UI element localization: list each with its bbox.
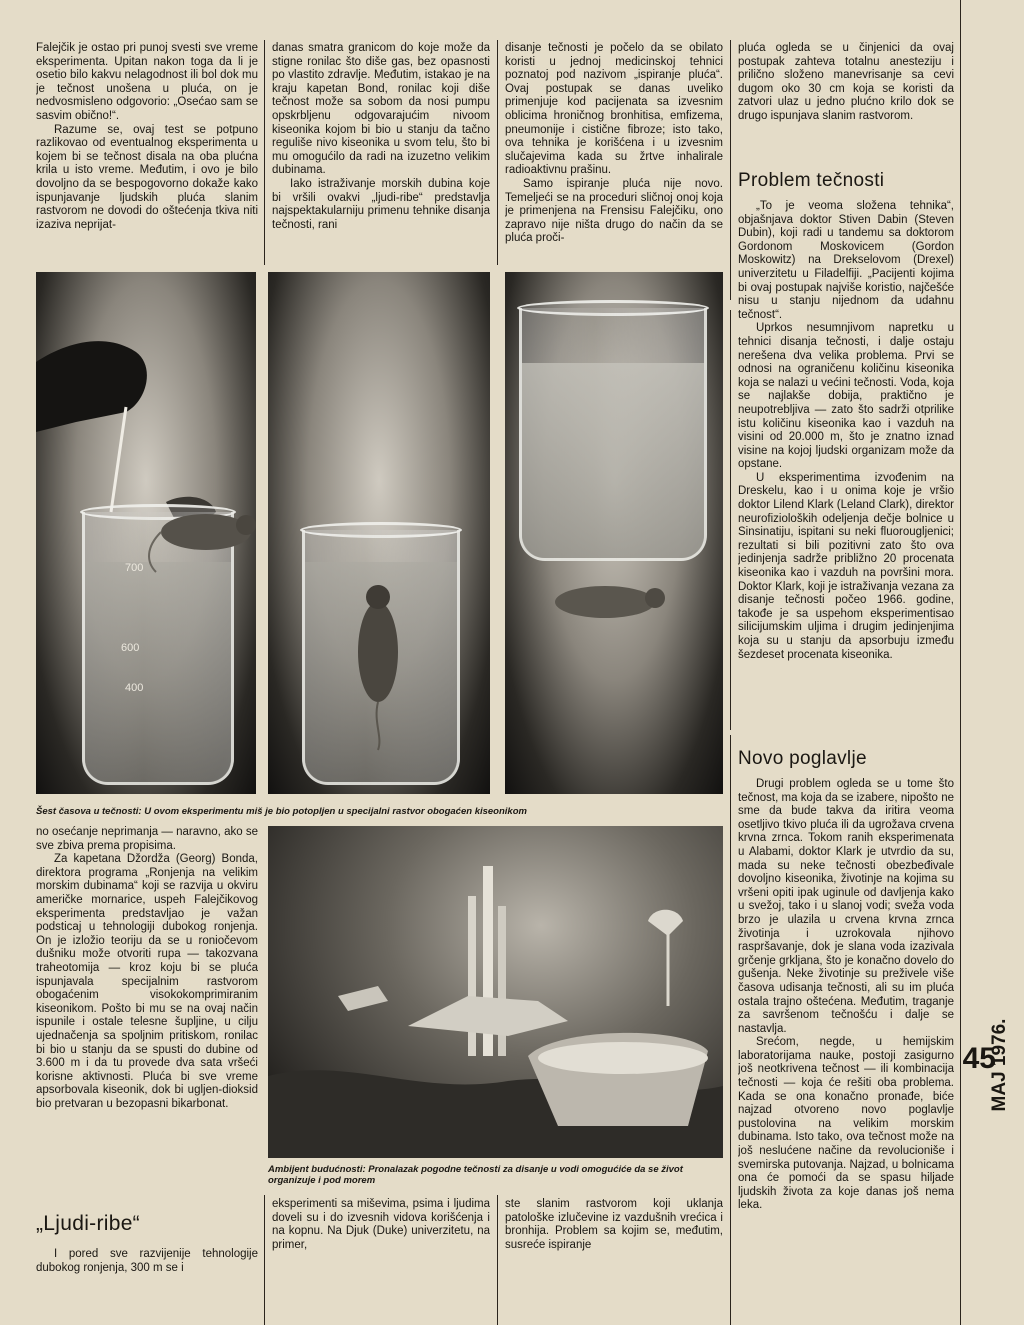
column-2-top — [272, 42, 490, 262]
mouse-illustration — [535, 572, 675, 632]
page-number: 45 — [962, 1042, 996, 1075]
photo-beaker-mouse — [505, 272, 723, 794]
paragraph: disanje tečnosti je počelo da se obilato koristi u jednoj medicinskoj tehnici poznatoj pod nazivom „ispiranje pluća“. Ovaj postupak se danas uveliko primenjuje kod pacijenata sa izvesnim oblicima hroničnog bronhitisa, emfizema, pneumonije i cistične fibroze; isto tako, ova tehnika je korišćena i u izvesnim slučajevima kada su žrtve inhalirale radioaktivnu prašinu. — [505, 42, 723, 177]
column-divider — [497, 1195, 498, 1325]
heading-ljudi-ribe: „Ljudi-ribe“ — [36, 1212, 140, 1235]
caption-mice: Šest časova u tečnosti: U ovom eksperimentu miš je bio potopljen u specijalni rastvor obogaćen kiseonikom — [36, 806, 527, 817]
photo-underwater-city — [268, 826, 723, 1158]
caption-future: Ambijent budućnosti: Pronalazak pogodne tečnosti za disanje u vodi omogućiće da se život organizuje i pod morem — [268, 1164, 683, 1186]
paragraph: „To je veoma složena tehnika“, objašnjava doktor Stiven Dabin (Steven Dubin), koji radi u tandemu sa doktorom Gordonom Moskovicem (Gordon Moskowitz) na Drekselovom (Drexel) univerzitetu u Filadelfiji. „Pacijenti kojima bi ovaj postupak najviše koristio, najčešće nisu u stanju nijednom da udahnu tečnost“. — [738, 200, 954, 321]
paragraph: Uprkos nesumnjivom napretku u tehnici disanja tečnosti, i dalje ostaju nerešena dva velika problema. Prvi se odnosi na ograničenu količinu kiseonika koja se nalazi u većini tečnosti. Voda, koja se najlakše dobija, praktično je neupotrebljiva — zato što sadrži otprilike istu količinu kiseonika kao i vazduh na visini od 20.000 m, što je znatno iznad visine na kojoj ljudski organizam može da opstane. — [738, 322, 954, 471]
paragraph: Drugi problem ogleda se u tome što tečnost, ma koja da se izabere, nipošto ne sme da bude takva da iritira veoma osetljivo tkivo pluća ili da ugrožava crvena krvna zrnca. Tokom ranih eksperimenata u Alabami, doktor Klark je utvrdio da su, mada su neke tečnosti obezbeđivale dovoljno kiseonika, životinje na kojima su vršeni opiti ipak uginule od davljenja kako u svežoj, tako i u slanoj vodi; sveža voda brzo je ulazila u crvena krvna zrnca životinja i uzrokovala njihovo raspršavanje, dok je slana voda izazivala grčenje grkljana, što je konačno dovelo do gušenja. Neke životinje su preživele više časova udisanja tečnosti, ali su im pluća ostala trajno oštećena. Međutim, traganje za savršenom tečnošću i dalje se nastavlja. — [738, 778, 954, 1035]
mouse-illustration — [338, 572, 418, 752]
paragraph: I pored sve razvijenije tehnologije dubokog ronjenja, 300 m se i — [36, 1248, 258, 1274]
heading-novo-poglavlje: Novo poglavlje — [738, 748, 867, 769]
column-divider — [730, 40, 731, 300]
city-illustration — [268, 826, 723, 1158]
column-1-bottom — [36, 826, 258, 1198]
column-4-problem — [738, 200, 954, 722]
paragraph: danas smatra granicom do koje može da stigne ronilac što diše gas, bez opasnosti po vlastito zdravlje. Međutim, istakao je na kraju kapetan Bond, ronilac koji diše tečnost može sa sobom da nosi pumpu opskrbljenu odgovarajućim nivoom kiseonika kojom bi bio u stanju da tačno reguliše nivo kiseonika u svom telu, što bi mu omogućilo da radi na izuzetno velikim dubinama. — [272, 42, 490, 177]
beaker — [519, 308, 707, 561]
column-divider — [264, 1195, 265, 1325]
column-1-top — [36, 42, 258, 262]
paragraph: U eksperimentima izvođenim na Dreskelu, kao i u onima koje je vršio doktor Lilend Klark (Leland Clark), direktor neurofizioloških odeljenja dečje bolnice u Sinsinatiju, ispitani su neki fluorougljenici; rezultati si bili pozitivni zato što ova jedinjenja sadrže približno 20 procenata kiseonika kao i vazduh na površini mora. Doktor Klark, koji je istraživanja vezana za disanje tečnosti počeo 1966. godine, takođe je sa uspehom eksperimentisao silicijumskim uljima i drugim jedinjenjima koja su u stanju da apsorbuju između šezdeset procenata kiseonika. — [738, 471, 954, 661]
paragraph: Iako istraživanje morskih dubina koje bi vršili ovakvi „ljudi-ribe“ predstavlja najspektakularniju primenu tehnike disanja tečnosti, rani — [272, 177, 490, 231]
mouse-illustration — [146, 487, 256, 577]
column-1-ljudi — [36, 1248, 258, 1308]
column-3-bottom — [505, 1198, 723, 1308]
paragraph: ste slanim rastvorom koji uklanja patološke izlučevine iz vazdušnih vrećica i bronhija. Problem sa kojim se, međutim, susreće ispiranje — [505, 1198, 723, 1251]
photo-mouse-hand — [36, 272, 256, 794]
column-divider — [497, 40, 498, 265]
heading-problem: Problem tečnosti — [738, 170, 885, 191]
column-4-novo — [738, 778, 954, 1268]
column-divider — [730, 310, 731, 730]
beaker-mark: 600 — [121, 642, 140, 654]
column-divider — [730, 735, 731, 1325]
paragraph: Falejčik je ostao pri punoj svesti sve vreme eksperimenta. Upitan nakon toga da li je osetio bilo kakvu nelagodnost ili bol dok mu je tečnost unošena u pluća, on je nedvosmisleno odgovorio: „Osećao sam se sasvim obično!“. — [36, 42, 258, 122]
paragraph: Razume se, ovaj test se potpuno razlikovao od eventualnog eksperimenta u kojem bi se tečnost disala na oba plućna krila u isto vreme. Međutim, i ovo je bilo dovoljno da se bespogovorno dokaže kako ispunjavanje ljudskih pluća slanim rastvorom ne dovodi do oštećenja tkiva niti izaziva neprijat- — [36, 123, 258, 231]
paragraph: no osećanje neprimanja — naravno, ako se sve zbiva prema propisima. — [36, 826, 258, 852]
paragraph: Za kapetana Džordža (Georg) Bonda, direktora programa „Ronjenja na velikim morskim dubinama“ koji se razvija u okviru američke mornarice, uspeh Falejčikovog eksperimenta predstavljao je važan podsticaj u tehnologiji dubokog ronjenja. On je izložio teoriju da se u roniočevom dušniku može otvoriti rupa — takozvana traheotomija — kroz koju bi se pluća ispunjavala specijalnim rastvorom obogaćenim visokokomprimiranim kiseonikom. Pošto bi mu se na ovaj način ispunile i ostale telesne šupljine, u cilju ujednačenja sa spoljnim pritiskom, ronilac bi bio u stanju da se spusti do dubine od 3.600 m i da tu provede dva sata vršeći korisne aktivnosti. Pluća bi sve vreme apsorbovala kiseonik, dok bi ugljen-dioksid bio pretvaran u bezopasni bikarbonat. — [36, 853, 258, 1110]
beaker-mark: 700 — [125, 562, 144, 574]
issue-date-text: MAJ 1976. — [989, 1018, 1010, 1112]
paragraph: pluća ogleda se u činjenici da ovaj postupak zahteva totalnu anesteziju i prilično složeno manevrisanje sa cevi dugom oko 30 cm koja se koristi da zatvori ulaz u jedno plućno krilo dok se drugo ispunjava slanim rastvorom. — [738, 42, 954, 122]
paragraph: Samo ispiranje pluća nije novo. Temeljeći se na proceduri sličnoj onoj koja je primenjena na Frensisu Falejčiku, ono zapravo nije ništa drugo do način da se pluća proči- — [505, 177, 723, 245]
column-4-top — [738, 42, 954, 142]
column-divider — [960, 0, 961, 1325]
beaker-mark: 400 — [125, 682, 144, 694]
column-3-top — [505, 42, 723, 262]
paragraph: eksperimenti sa miševima, psima i ljudima doveli su i do izvesnih vidova korišćenja i na kopnu. Na Djuk (Duke) univerzitetu, na primer, — [272, 1198, 490, 1251]
column-divider — [264, 40, 265, 265]
photo-submerged-mouse — [268, 272, 490, 794]
column-2-bottom — [272, 1198, 490, 1308]
paragraph: Srećom, negde, u hemijskim laboratorijama nauke, postoji zasigurno još neotkrivena tečnost — ili kombinacija tečnosti — koja će rešiti oba problema. Kada se ona konačno pronađe, biće najzad otvoreno novo poglavlje pustolovina na velikim morskim dubinama. Isto tako, ova tečnost može na još neslućene načine da revolucioniše i svemirska putovanja. Najzad, u bolnicama ona će pomoći da se spasu hiljade ljudskih života za koje danas još nema leka. — [738, 1036, 954, 1212]
